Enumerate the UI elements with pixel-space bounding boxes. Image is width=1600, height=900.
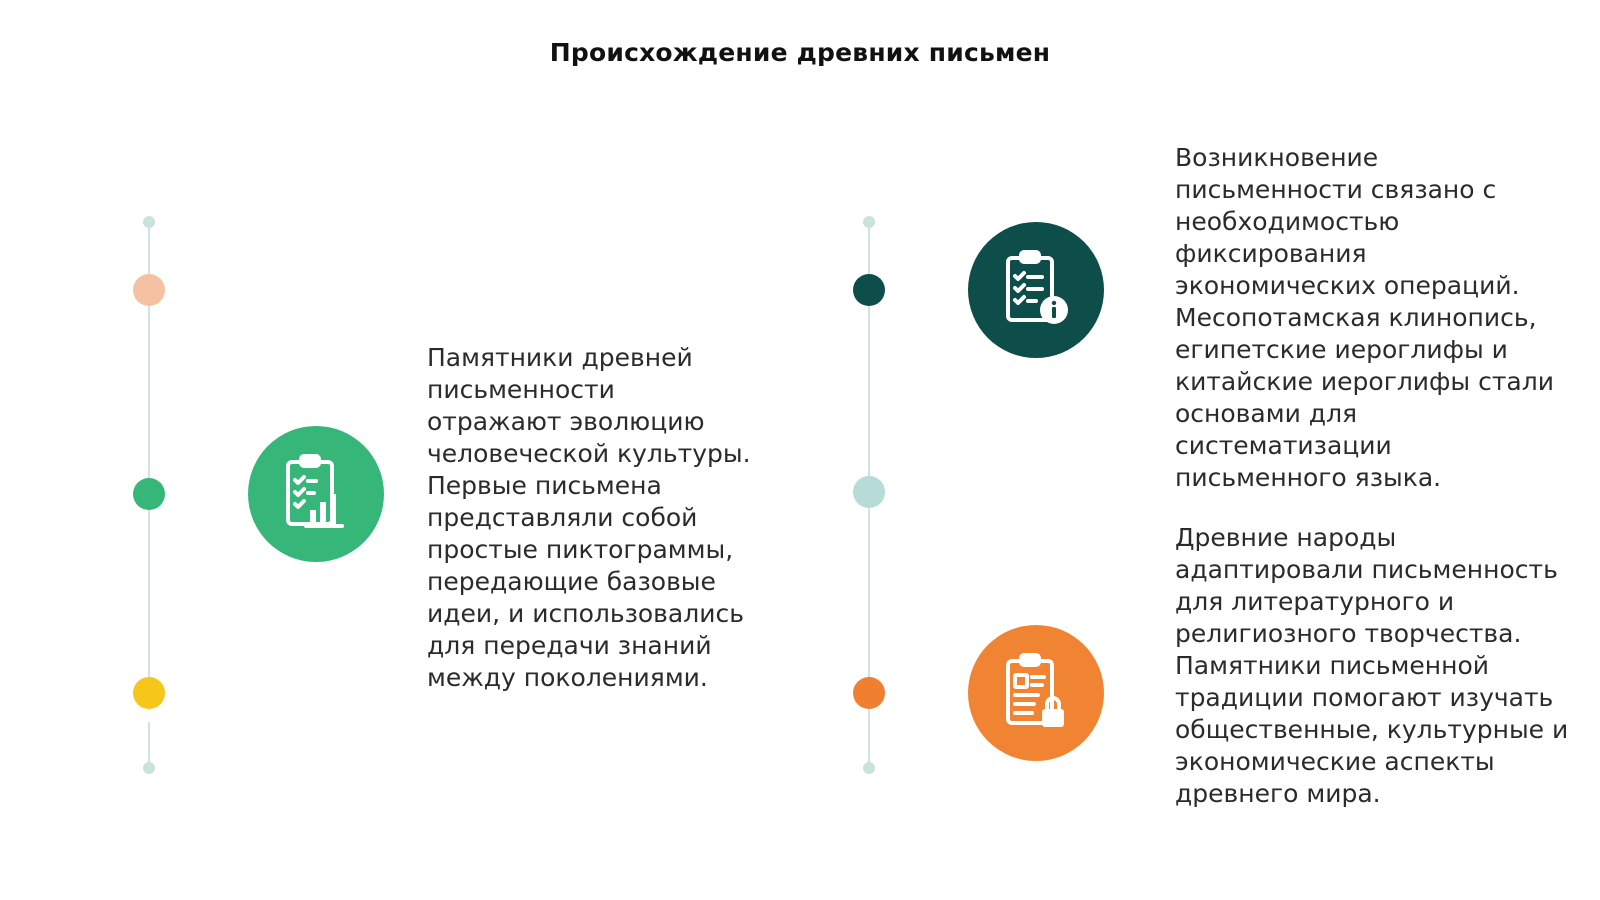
timeline-dot-light-teal (853, 476, 885, 508)
timeline-end-dot (143, 216, 155, 228)
timeline-end-dot (863, 762, 875, 774)
page-title: Происхождение древних письмен (549, 38, 1051, 67)
timeline-end-dot (863, 216, 875, 228)
clipboard-info-icon (968, 222, 1104, 358)
timeline-dot-dark-teal (853, 274, 885, 306)
timeline-gap (148, 710, 150, 722)
clipboard-chart-icon (248, 426, 384, 562)
timeline-dot-orange (853, 677, 885, 709)
timeline-dot-green (133, 478, 165, 510)
item-description: Памятники древней письменности отражают эволюцию человеческой культуры. Первые письмена представляли собой простые пиктограммы, передающие базовые идеи, и использовались для передачи знаний между поколениями. (427, 343, 751, 692)
item-description: Возникновение письменности связано с необходимостью фиксирования экономических операций. Месопотамская клинопись, египетские иероглифы и китайские иероглифы стали основами для систематизации письменного языка. (1175, 143, 1554, 492)
timeline-dot-peach (133, 274, 165, 306)
item-description: Древние народы адаптировали письменность для литературного и религиозного творчества. Памятники письменной традиции помогают изучать общественные, культурные и экономические аспекты древнего мира. (1175, 523, 1569, 808)
timeline-end-dot (143, 762, 155, 774)
timeline-dot-yellow (133, 677, 165, 709)
clipboard-lock-icon (968, 625, 1104, 761)
